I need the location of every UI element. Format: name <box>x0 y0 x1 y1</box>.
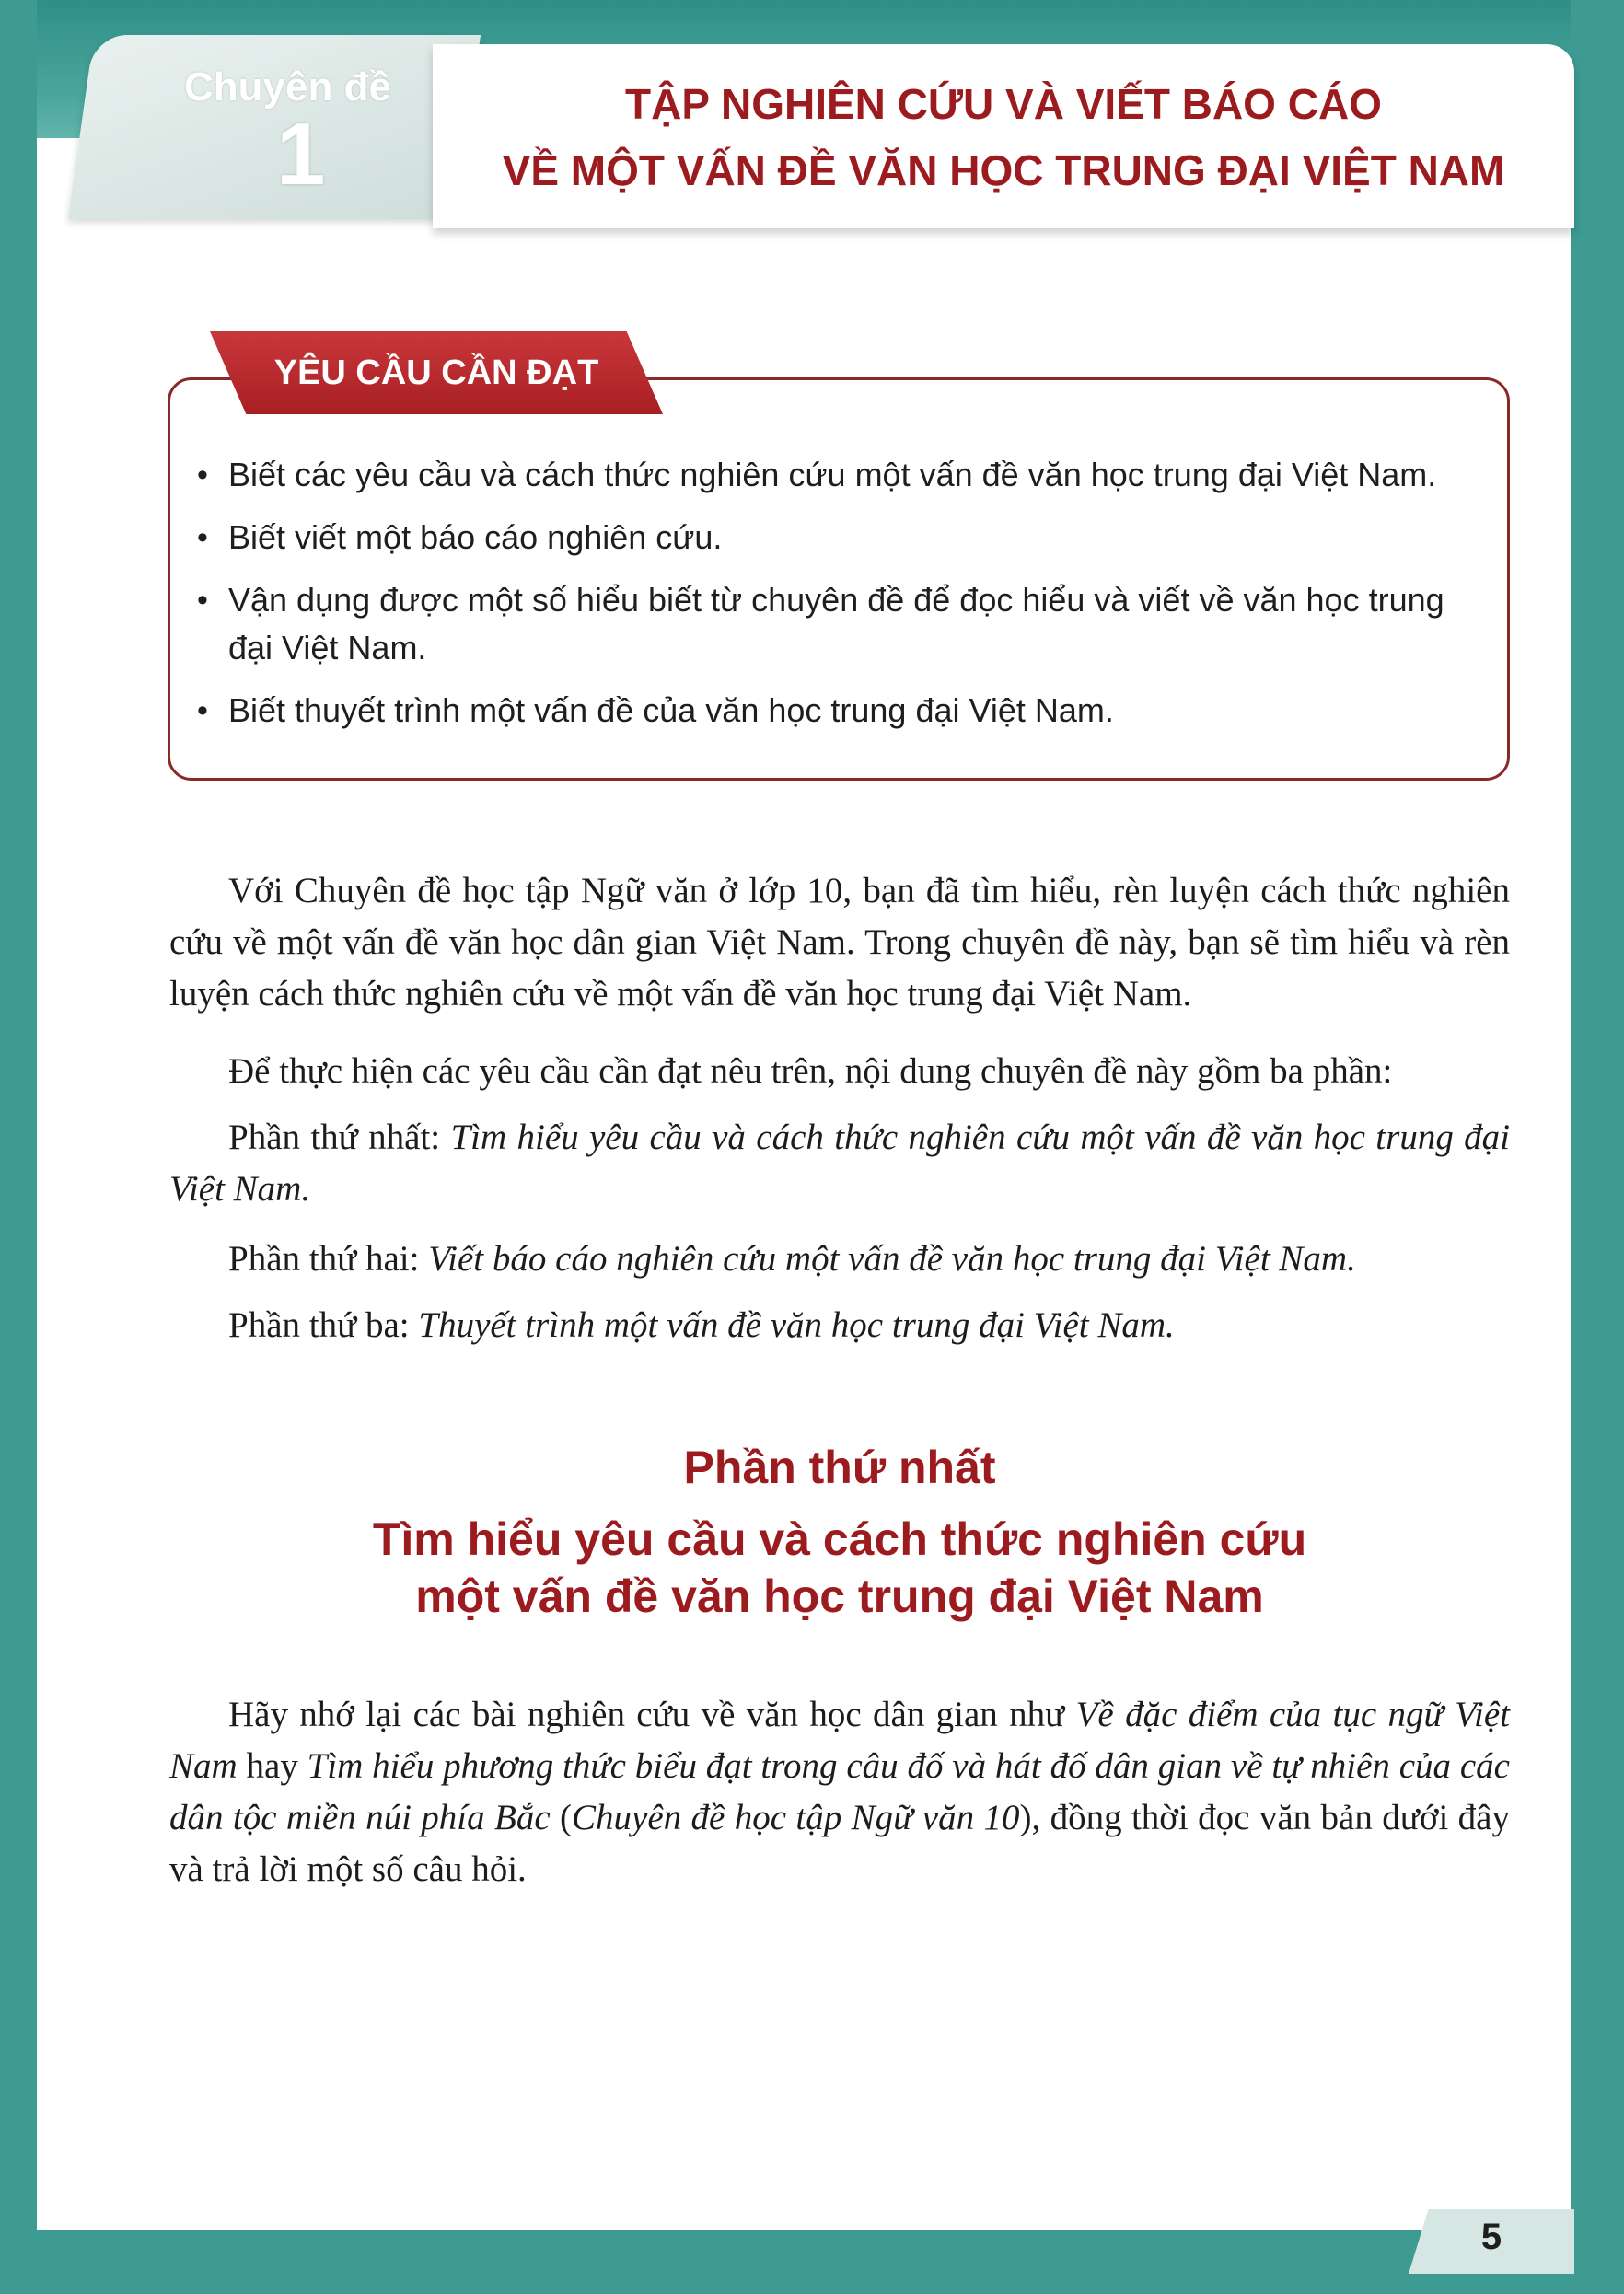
chapter-title-line1: TẬP NGHIÊN CỨU VÀ VIẾT BÁO CÁO <box>625 80 1382 128</box>
bullet-icon: • <box>197 583 208 618</box>
part2-paragraph <box>169 1234 1510 1285</box>
requirement-text: Vận dụng được một số hiểu biết từ chuyên đề để đọc hiểu và viết về văn học trung đại Việt Nam. <box>228 581 1444 666</box>
section-subheading-line1: Tìm hiểu yêu cầu và cách thức nghiên cứu <box>372 1513 1307 1565</box>
closing-paragraph <box>169 1689 1510 1895</box>
requirement-item <box>193 451 1482 499</box>
page-edge-bottom <box>0 2230 1624 2294</box>
part1-label: Phần thứ nhất: <box>228 1118 451 1157</box>
intro-paragraph: Với Chuyên đề học tập Ngữ văn ở lớp 10, bạn đã tìm hiểu, rèn luyện cách thức nghiên cứu về một vấn đề văn học dân gian Việt Nam. Trong chuyên đề này, bạn sẽ tìm hiểu và rèn luyện cách thức nghiên cứu về một vấn đề văn học trung đại Việt Nam. <box>169 871 1510 1014</box>
part3-paragraph <box>169 1300 1510 1351</box>
closing-text-2: hay <box>237 1746 307 1786</box>
closing-text-3: ( <box>550 1798 573 1837</box>
section-subheading-line2: một vấn đề văn học trung đại Việt Nam <box>415 1570 1264 1622</box>
part3-text: Thuyết trình một vấn đề văn học trung đại Việt Nam. <box>418 1305 1175 1345</box>
part1-text: Tìm hiểu yêu cầu và cách thức nghiên cứu một vấn đề văn học trung đại Việt Nam. <box>169 1118 1510 1209</box>
requirements-title: YÊU CẦU CẦN ĐẠT <box>273 353 599 392</box>
closing-text-1: Hãy nhớ lại các bài nghiên cứu về văn học dân gian như <box>228 1695 1076 1734</box>
chapter-number: 1 <box>276 105 326 203</box>
bullet-icon: • <box>197 693 208 728</box>
requirement-text: Biết thuyết trình một vấn đề của văn học trung đại Việt Nam. <box>228 691 1114 729</box>
chapter-label: Chuyên đề <box>184 64 391 110</box>
part3-label: Phần thứ ba: <box>228 1305 419 1345</box>
requirements-list <box>193 451 1482 749</box>
closing-text-4: ), đồng thời đọc văn bản dưới đây và trả lời một số câu hỏi. <box>169 1798 1510 1889</box>
chapter-title-line2: VỀ MỘT VẤN ĐỀ VĂN HỌC TRUNG ĐẠI VIỆT NAM <box>502 146 1505 194</box>
closing-title-2: Tìm hiểu phương thức biểu đạt trong câu đố và hát đố dân gian về tự nhiên của các dân tộc miền núi phía Bắc <box>169 1746 1510 1837</box>
bullet-icon: • <box>197 458 208 492</box>
chapter-title-box <box>433 44 1574 228</box>
page-edge-left <box>0 0 37 2294</box>
bullet-icon: • <box>197 520 208 555</box>
requirement-item <box>193 576 1482 672</box>
requirement-text: Biết các yêu cầu và cách thức nghiên cứu một vấn đề văn học trung đại Việt Nam. <box>228 456 1437 493</box>
chapter-tab <box>68 35 481 219</box>
part2-label: Phần thứ hai: <box>228 1239 429 1279</box>
closing-title-3: Chuyên đề học tập Ngữ văn 10 <box>572 1798 1020 1837</box>
page-edge-right <box>1571 0 1624 2294</box>
closing-title-1: Về đặc điểm của tục ngữ Việt Nam <box>169 1695 1510 1786</box>
page-number: 5 <box>1480 2217 1502 2257</box>
requirement-item <box>193 687 1482 735</box>
part1-paragraph <box>169 1112 1510 1215</box>
requirement-text: Biết viết một báo cáo nghiên cứu. <box>228 518 723 556</box>
requirement-item <box>193 514 1482 562</box>
part2-text: Viết báo cáo nghiên cứu một vấn đề văn học trung đại Việt Nam. <box>428 1239 1356 1279</box>
intro-structure-paragraph: Để thực hiện các yêu cầu cần đạt nêu trên, nội dung chuyên đề này gồm ba phần: <box>228 1051 1393 1091</box>
section-heading: Phần thứ nhất <box>683 1442 996 1493</box>
